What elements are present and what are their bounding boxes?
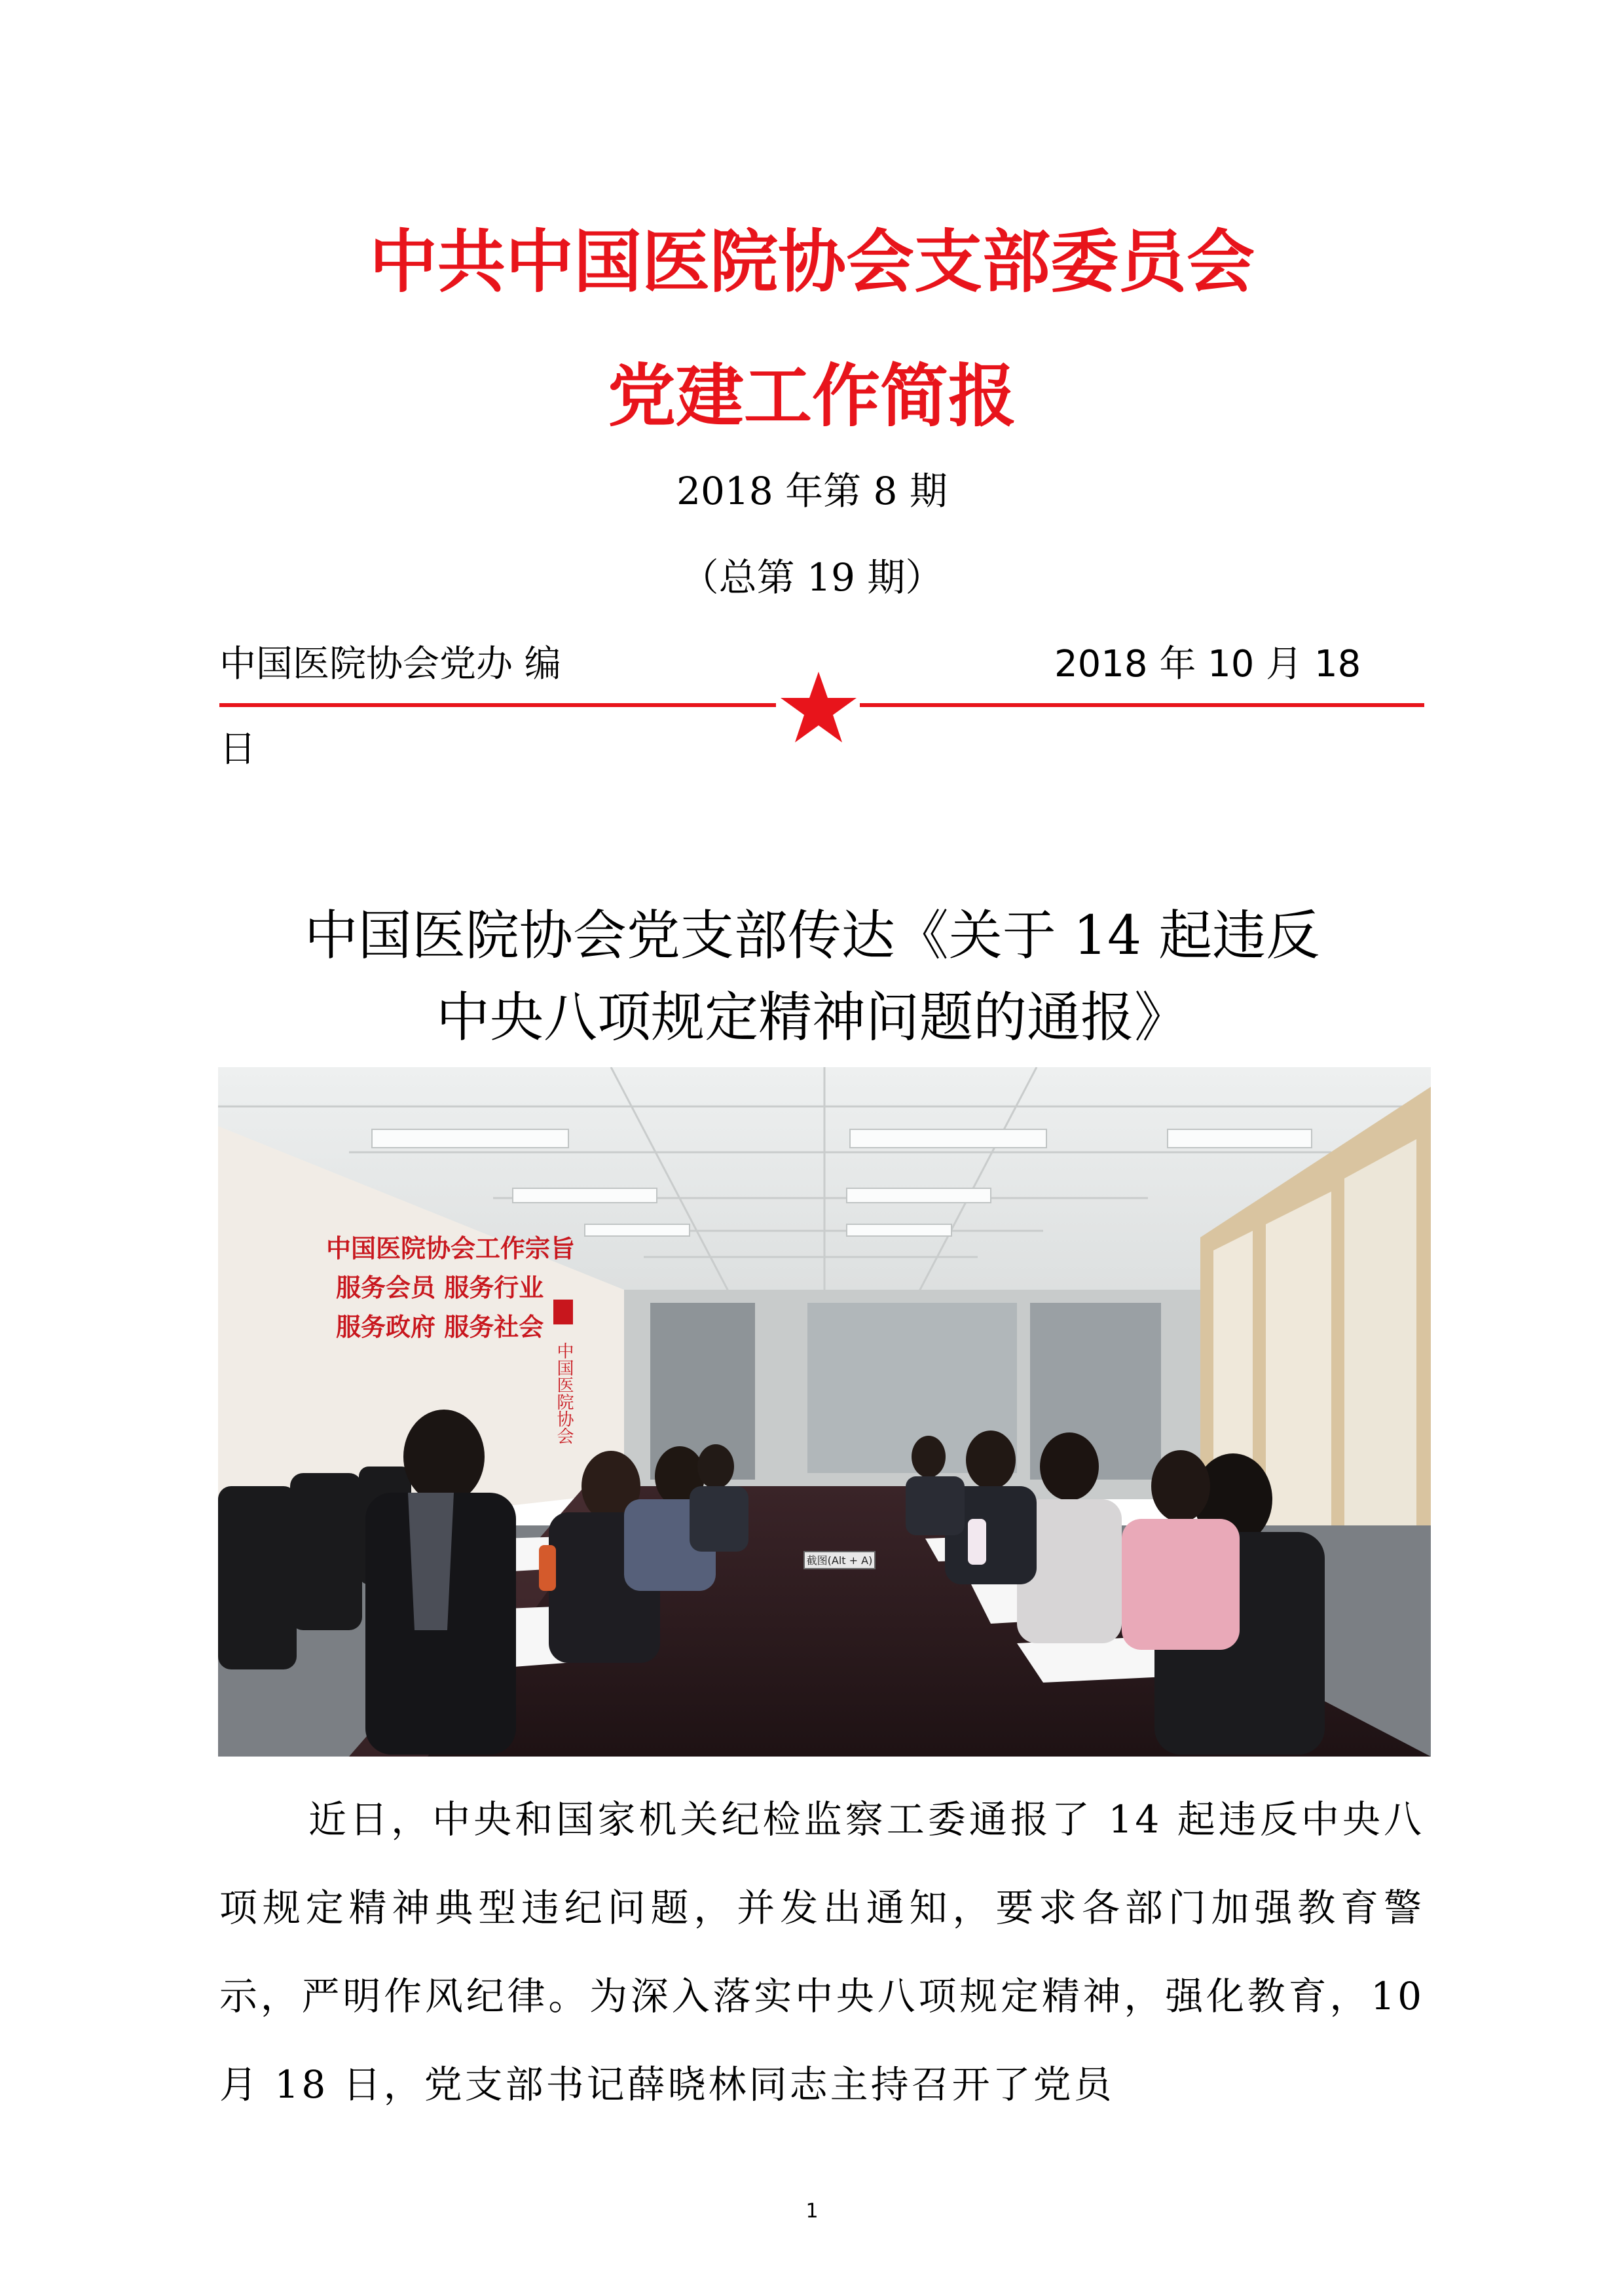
page-number: 1 <box>805 2200 819 2223</box>
red-star-icon <box>773 669 864 748</box>
issue-number: 2018 年第 8 期 <box>676 469 948 513</box>
screen-tip-label: 截图(Alt + A) <box>806 1554 873 1567</box>
issue-date-wrap: 日 <box>219 728 256 771</box>
total-issue-number: （总第 19 期） <box>680 555 944 600</box>
bulletin-sub-title: 党建工作简报 <box>607 356 1016 436</box>
wall-text-1: 中国医院协会工作宗旨 <box>326 1233 576 1263</box>
red-divider-left <box>219 703 776 707</box>
bulletin-main-title: 中共中国医院协会支部委员会 <box>369 222 1255 302</box>
meeting-photo <box>218 1067 1431 1757</box>
editor-label: 中国医院协会党办 编 <box>219 643 561 685</box>
wall-text-3: 服务政府 服务社会 <box>336 1312 544 1341</box>
article-title-line-1: 中国医院协会党支部传达《关于 14 起违反 <box>304 905 1320 967</box>
wall-text-2: 服务会员 服务行业 <box>336 1273 544 1302</box>
red-divider-right <box>860 703 1424 707</box>
article-body: 近日，中央和国家机关纪检监察工委通报了 14 起违反中央八项规定精神典型违纪问题，并发出通知，要求各部门加强教育警示，严明作风纪律。为深入落实中央八项规定精神，强化教育，10 月 18 日，党支部书记薛晓林同志主持召开了党员 <box>219 1797 1424 2107</box>
wall-logo-text: 中国医院协会 <box>554 1342 574 1444</box>
hospital-logo-icon <box>553 1300 573 1324</box>
issue-date: 2018 年 10 月 18 <box>1054 643 1361 685</box>
article-title-line-2: 中央八项规定精神问题的通报》 <box>435 987 1188 1049</box>
